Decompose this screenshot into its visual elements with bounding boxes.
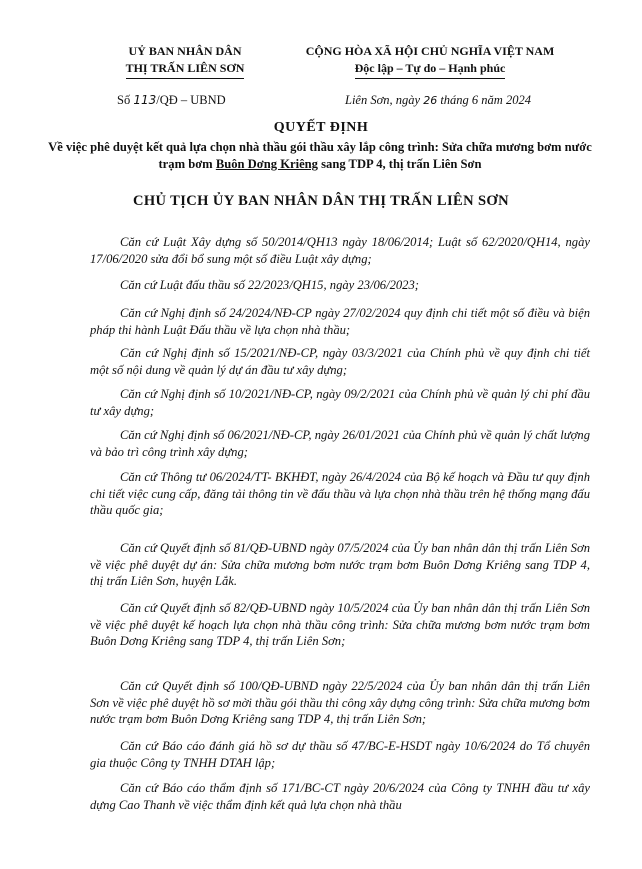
subject-part-1: Về việc phê duyệt kết quả lựa chọn nhà thầu gói thầu xây lắp công trình: Sửa chữa mương bơm nước trạm bơm (48, 140, 592, 171)
legal-basis-clause: Căn cứ Quyết định số 82/QĐ-UBND ngày 10/5/2024 của Ủy ban nhân dân thị trấn Liên Sơn về việc phê duyệt kế hoạch lựa chọn nhà thầu công trình: Sửa chữa mương bơm nước trạm bơm Buôn Dơng Kriêng sang TDP 4, thị trấn Liên Sơn; (90, 601, 590, 648)
legal-basis-clause: Căn cứ Luật đấu thầu số 22/2023/QH15, ngày 23/06/2023; (120, 278, 419, 292)
number-suffix: /QĐ – UBND (156, 93, 226, 107)
legal-basis-clause: Căn cứ Nghị định số 06/2021/NĐ-CP, ngày 26/01/2021 của Chính phủ về quản lý chất lượng và bảo trì công trình xây dựng; (90, 428, 590, 459)
place-date-suffix: tháng 6 năm 2024 (440, 93, 531, 107)
legal-basis-clause: Căn cứ Quyết định số 100/QĐ-UBND ngày 22/5/2024 của Ủy ban nhân dân thị trấn Liên Sơn về việc phê duyệt hồ sơ mời thầu gói thầu thi công xây dựng công trình: Sửa chữa mương bơm nước trạm bơm Buôn Dơng Kriêng sang TDP 4, thị trấn Liên Sơn; (90, 679, 590, 726)
place-date-prefix: Liên Sơn, ngày (345, 93, 421, 107)
agency-name-line1: UỶ BAN NHÂN DÂN (128, 44, 242, 58)
agency-name-line2: THỊ TRẤN LIÊN SƠN (126, 60, 245, 79)
issuing-agency (100, 43, 270, 79)
subject-part-2: sang TDP 4, thị trấn Liên Sơn (317, 157, 482, 171)
number-prefix: Số (117, 93, 131, 107)
legal-basis-clause: Căn cứ Luật Xây dựng số 50/2014/QH13 ngày 18/06/2014; Luật số 62/2020/QH14, ngày 17/06/2020 sửa đổi bổ sung một số điều Luật xây dựng; (90, 235, 590, 266)
national-motto: Độc lập – Tự do – Hạnh phúc (355, 60, 506, 79)
handwritten-number: 113 (133, 93, 157, 107)
legal-basis-clause: Căn cứ Thông tư 06/2024/TT- BKHĐT, ngày 26/4/2024 của Bộ kế hoạch và Đầu tư quy định chi tiết việc cung cấp, đăng tải thông tin về đấu thầu và lựa chọn nhà thầu trên hệ thống mạng đấu thầu quốc gia; (90, 470, 590, 517)
legal-basis-clause: Căn cứ Báo cáo thẩm định số 171/BC-CT ngày 20/6/2024 của Công ty TNHH đầu tư xây dựng Cao Thanh về việc thẩm định kết quả lựa chọn nhà thầu (90, 781, 590, 812)
legal-basis-clause: Căn cứ Nghị định số 15/2021/NĐ-CP, ngày 03/3/2021 của Chính phủ về quy định chi tiết một số nội dung về quản lý dự án đầu tư xây dựng; (90, 346, 590, 377)
handwritten-day: 26 (423, 94, 438, 107)
legal-basis-clause: Căn cứ Nghị định số 10/2021/NĐ-CP, ngày 09/2/2021 của Chính phủ về quản lý chi phí đầu tư xây dựng; (90, 387, 590, 418)
document-number (117, 93, 226, 108)
legal-basis-clause: Căn cứ Nghị định số 24/2024/NĐ-CP ngày 27/02/2024 quy định chi tiết một số điều và biện pháp thi hành Luật Đấu thầu về lựa chọn nhà thầu; (90, 306, 590, 337)
document-title: QUYẾT ĐỊNH (273, 120, 369, 135)
place-and-date (345, 93, 531, 108)
legal-basis-clause: Căn cứ Báo cáo đánh giá hồ sơ dự thầu số 47/BC-E-HSDT ngày 10/6/2024 do Tổ chuyên gia thuộc Công ty TNHH DTAH lập; (90, 739, 590, 770)
document-subject (40, 139, 600, 173)
subject-underlined: Buôn Dơng Kriêng (215, 157, 318, 171)
legal-basis-clause: Căn cứ Quyết định số 81/QĐ-UBND ngày 07/5/2024 của Ủy ban nhân dân thị trấn Liên Sơn về việc phê duyệt dự án: Sửa chữa mương bơm nước trạm bơm Buôn Dơng Kriêng sang TDP 4, thị trấn Liên Sơn, huyện Lắk. (90, 541, 590, 588)
national-header (275, 43, 585, 79)
country-name: CỘNG HÒA XÃ HỘI CHỦ NGHĨA VIỆT NAM (305, 44, 555, 58)
issuing-authority: CHỦ TỊCH ỦY BAN NHÂN DÂN THỊ TRẤN LIÊN SƠN (132, 193, 509, 209)
